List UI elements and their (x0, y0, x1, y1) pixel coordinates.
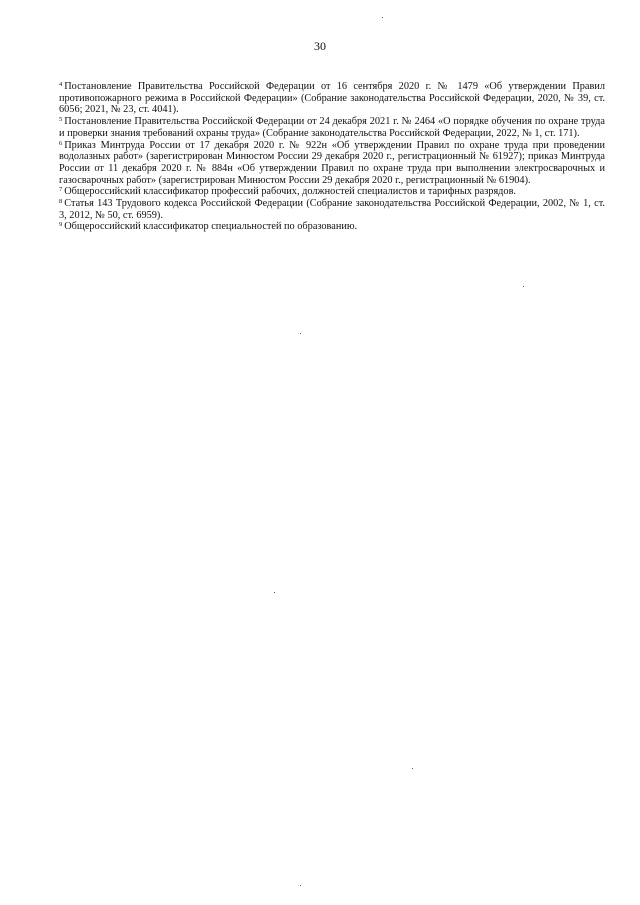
scan-speck (382, 17, 383, 18)
page-number: 30 (314, 39, 326, 53)
scan-speck (300, 885, 301, 886)
footnote-9 (59, 221, 605, 233)
footnote-7 (59, 186, 605, 198)
footnote-text: Общероссийский классификатор профессий рабочих, должностей специалистов и тарифных разрядов. (64, 186, 517, 198)
footnote-6 (59, 140, 605, 187)
scan-speck (523, 286, 524, 287)
footnote-text: Постановление Правительства Российской Федерации от 24 декабря 2021 г. № 2464 «О порядке обучения по охране труда и проверки знания требований охраны труда» (Собрание законодательства Российской Федерации, 2022, № 1, ст. 171). (59, 116, 605, 139)
scan-speck (300, 333, 301, 334)
footnote-mark: 8 (59, 198, 63, 206)
footnote-8 (59, 198, 605, 221)
footnote-mark: 7 (59, 186, 63, 194)
footnote-text: Постановление Правительства Российской Федерации от 16 сентября 2020 г. № 1479 «Об утверждении Правил противопожарного режима в Российской Федерации» (Собрание законодательства Российской Федерации, 2020, № 39, ст. 6056; 2021, № 23, ст. 4041). (59, 81, 605, 116)
footnote-mark: 5 (59, 116, 63, 124)
footnotes-section (59, 81, 605, 233)
footnote-text: Общероссийский классификатор специальностей по образованию. (64, 221, 358, 233)
footnote-mark: 6 (59, 139, 63, 147)
footnote-5 (59, 116, 605, 139)
footnote-4 (59, 81, 605, 116)
footnote-mark: 9 (59, 221, 63, 229)
footnote-text: Статья 143 Трудового кодекса Российской Федерации (Собрание законодательства Российской Федерации, 2002, № 1, ст. 3, 2012, № 50, ст. 6959). (59, 198, 605, 221)
footnote-mark: 4 (59, 81, 63, 88)
scan-speck (412, 768, 413, 769)
footnote-text: Приказ Минтруда России от 17 декабря 2020 г. № 922н «Об утверждении Правил по охране труда при проведении водолазных работ» (зарегистрирован Минюстом России 29 декабря 2020 г., регистрационный № 61927); приказ Минтруда России от 11 декабря 2020 г. № 884н «Об утверждении Правил по охране труда при выполнении электросварочных и газосварочных работ» (зарегистрирован Минюстом России 29 декабря 2020 г., регистрационный № 61904). (59, 139, 605, 186)
scan-speck (274, 592, 275, 593)
